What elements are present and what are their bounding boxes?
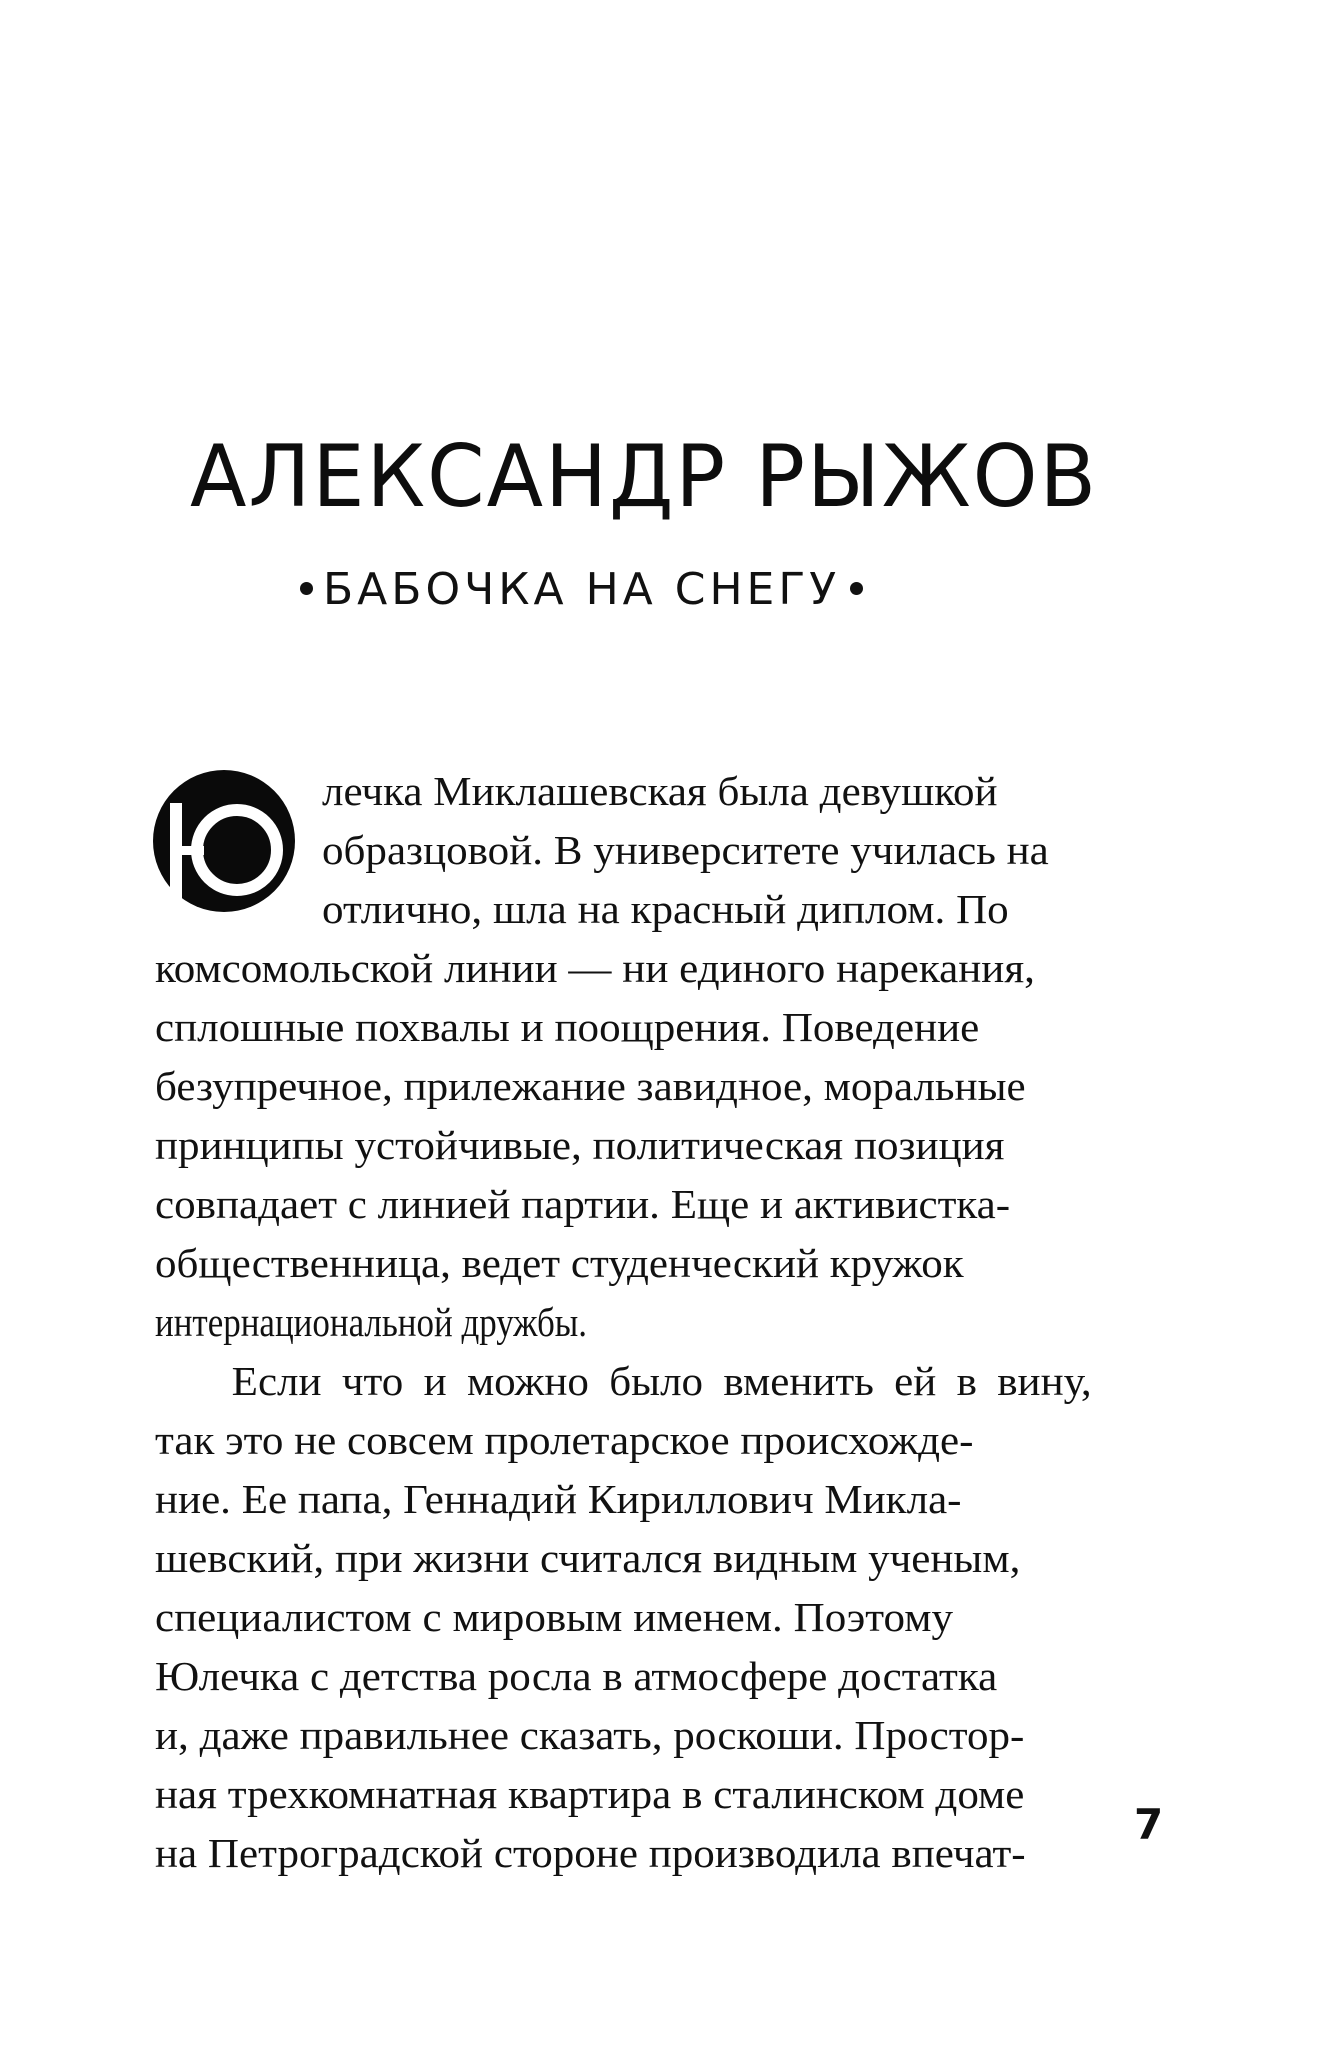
text-line: лечка Миклашевская была девушкой [322, 768, 998, 814]
text-line: сплошные похвалы и поощрения. Поведение [155, 1004, 980, 1050]
text-line: комсомольской линии — ни единого нарекания, [155, 945, 1035, 991]
text-line: безупречное, прилежание завидное, моральные [155, 1063, 1026, 1109]
bullet-dot-icon [300, 582, 313, 595]
text-line: принципы устойчивые, политическая позиция [155, 1122, 1005, 1168]
story-title-text: БАБОЧКА НА СНЕГУ [322, 564, 841, 615]
body-text [155, 762, 1092, 1883]
text-line: специалистом с мировым именем. Поэтому [155, 1594, 953, 1640]
text-line: общественница, ведет студенческий кружок [155, 1240, 964, 1286]
text-line: отлично, шла на красный диплом. По [322, 886, 1009, 932]
bullet-dot-icon [850, 582, 863, 595]
text-line: шевский, при жизни считался видным ученым, [155, 1535, 1021, 1581]
text-line: ние. Ее папа, Геннадий Кириллович Микла- [155, 1476, 962, 1522]
text-line: и, даже правильнее сказать, роскоши. Простор- [155, 1712, 1025, 1758]
page-number: 7 [1134, 1800, 1164, 1849]
text-line: Юлечка с детства росла в атмосфере достатка [155, 1653, 998, 1699]
text-line: Если что и можно было вменить ей в вину, [231, 1358, 1092, 1404]
story-title [0, 565, 1323, 615]
text-line: на Петроградской стороне производила впечат- [155, 1830, 1026, 1876]
text-line: ная трехкомнатная квартира в сталинском доме [155, 1771, 1025, 1817]
text-line: интернациональной дружбы. [155, 1299, 588, 1345]
text-line: образцовой. В университете училась на [322, 827, 1049, 873]
text-line: так это не совсем пролетарское происхожде- [155, 1417, 974, 1463]
author-name: АЛЕКСАНДР РЫЖОВ [190, 427, 1099, 527]
text-line: совпадает с линией партии. Еще и активистка- [155, 1181, 1011, 1227]
